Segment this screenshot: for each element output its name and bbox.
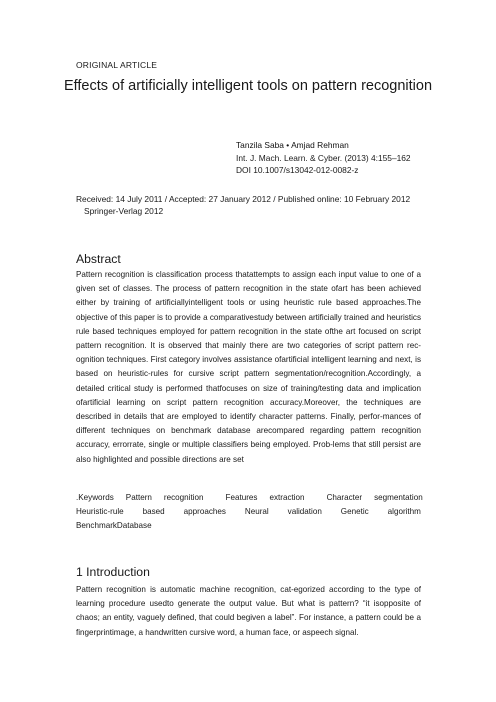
keyword-token: Features (225, 493, 258, 502)
keyword-token: algorithm (387, 507, 421, 517)
keyword-token: based (142, 507, 165, 517)
keywords-row-3: BenchmarkDatabase (76, 521, 152, 531)
keyword-token: Heuristic-rule (76, 507, 124, 517)
keywords-row-1 (76, 491, 421, 505)
keyword-token: Genetic (340, 507, 369, 517)
keywords-row-2 (76, 505, 421, 519)
introduction-body: Pattern recognition is automatic machine recognition, cat-egorized according to the type of learning procedure usedto generate the output value. But what is pattern? “it isopposite of chaos; an entity, vaguely defined, that could begiven a label”. For instance, a pattern could be a fingerprintimage, a handwritten cursive word, a human face, or aspeech signal. (76, 585, 421, 637)
author-names: Tanzila Saba • Amjad Rehman (236, 140, 349, 150)
paper-title: Effects of artificially intelligent tools on pattern recognition (63, 78, 433, 94)
keyword-token: recognition (163, 493, 204, 502)
introduction-heading: 1 Introduction (76, 565, 150, 579)
publisher: Springer-Verlag 2012 (84, 206, 164, 217)
keywords-block (76, 491, 421, 534)
abstract-heading: Abstract (76, 252, 121, 266)
keyword-token: .Keywords (76, 493, 114, 502)
publication-history (76, 193, 424, 218)
keyword-token: extraction (269, 493, 305, 502)
keyword-token: Character (326, 493, 363, 502)
article-type-label: ORIGINAL ARTICLE (76, 60, 158, 70)
author-block (236, 139, 411, 177)
doi: DOI 10.1007/s13042-012-0082-z (236, 165, 359, 175)
keyword-token: Neural (244, 507, 269, 517)
abstract-body: Pattern recognition is classification process thatattempts to assign each input value to one of a given set of classes. The process of pattern recognition in the state ofart has been achieved either by training of artificiallyintelligent tools or using heuristic rule based approaches.The objective of this paper is to provide a comparativestudy between artificially trained and heuristics rule based techniques employed for pattern recognition in the state ofthe art focused on script pattern recognition. It is observed that mainly there are two categories of script pattern rec-ognition techniques. First category involves assistance ofartificial intelligent learning and next, is based on heuristic-rules for cursive script pattern segmentation/recognition.Accordingly, a detailed critical study is performed thatfocuses on size of training/testing data and implication ofartificial learning on script pattern recognition accuracy.Moreover, the techniques are described in details that are employed to identify character patterns. Finally, perfor-mances of different techniques on benchmark database arecompared regarding pattern recognition accuracy, errorrate, single or multiple classifiers being employed. Prob-lems that still persist are also highlighted and possible directions are set (76, 270, 421, 464)
journal-reference: Int. J. Mach. Learn. & Cyber. (2013) 4:155–162 (236, 152, 411, 163)
keyword-token: segmentation (374, 493, 423, 502)
keyword-token: Pattern (125, 493, 152, 502)
keyword-token: approaches (183, 507, 226, 517)
publication-dates: Received: 14 July 2011 / Accepted: 27 January 2012 / Published online: 10 February 2012 (76, 194, 411, 204)
keyword-token: validation (287, 507, 322, 517)
